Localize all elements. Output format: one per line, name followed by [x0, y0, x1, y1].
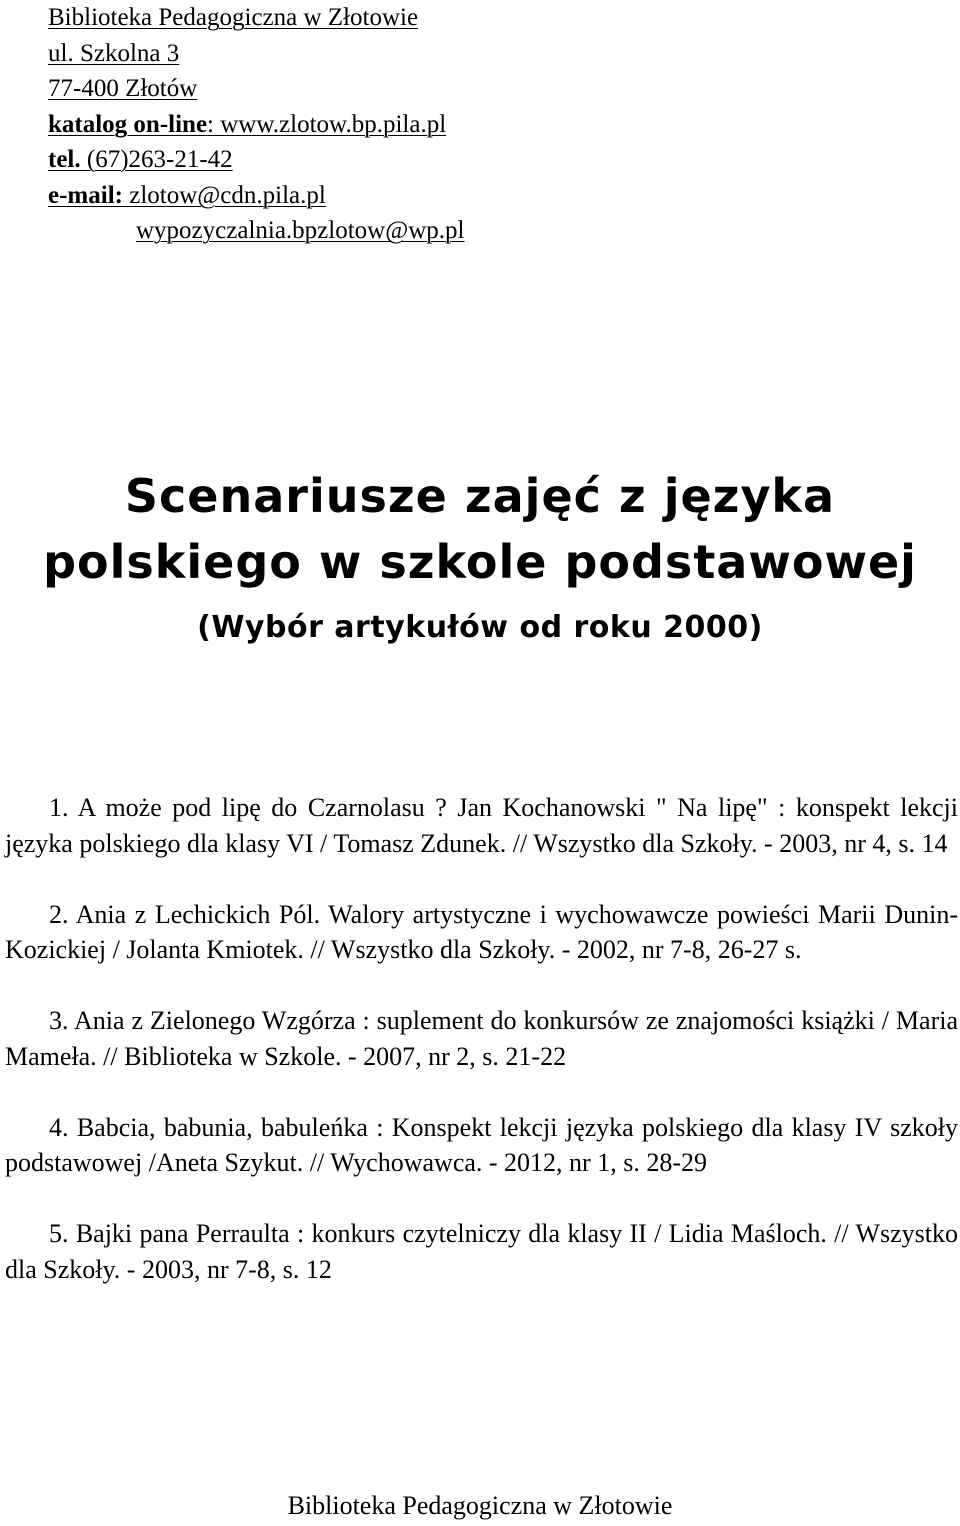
- entry-number: 5.: [49, 1219, 69, 1248]
- library-header: [48, 0, 465, 249]
- email-link-2[interactable]: wypozyczalnia.bpzlotow@wp.pl: [136, 217, 465, 244]
- catalog-link[interactable]: : www.zlotow.bp.pila.pl: [207, 110, 447, 138]
- entry-text: Ania z Zielonego Wzgórza : suplement do konkursów ze znajomości książki / Maria Mameła. // Biblioteka w Szkole. - 2007, nr 2, s. 21-22: [5, 1006, 958, 1071]
- page-footer: Biblioteka Pedagogiczna w Złotowie: [287, 1491, 673, 1520]
- document-title: [0, 466, 960, 652]
- entry-number: 4.: [49, 1112, 69, 1142]
- bibliography-entry: [5, 1003, 958, 1074]
- catalog-line: [48, 107, 465, 143]
- title-line-2: polskiego w szkole podstawowej: [43, 535, 917, 589]
- title-subtitle: (Wybór artykułów od roku 2000): [197, 610, 763, 645]
- bibliography-list: [5, 790, 958, 1323]
- entry-number: 2.: [49, 899, 69, 929]
- bibliography-entry: [5, 897, 958, 968]
- email-link[interactable]: zlotow@cdn.pila.pl: [122, 181, 326, 209]
- title-line-1: Scenariusze zajęć z języka: [124, 469, 836, 523]
- library-name: Biblioteka Pedagogiczna w Złotowie: [48, 4, 419, 31]
- entry-number: 1.: [49, 793, 69, 822]
- catalog-label: katalog on-line: [48, 110, 208, 138]
- bibliography-entry: [5, 1110, 958, 1181]
- entry-text: Babcia, babunia, babuleńka : Konspekt lekcji języka polskiego dla klasy IV szkoły podstawowej /Aneta Szykut. // Wychowawca. - 2012, nr 1, s. 28-29: [5, 1112, 958, 1177]
- entry-text: Ania z Lechickich Pól. Walory artystyczne i wychowawcze powieści Marii Dunin- Kozickiej / Jolanta Kmiotek. // Wszystko dla Szkoły. - 2002, nr 7-8, 26-27 s.: [5, 899, 958, 964]
- entry-text: A może pod lipę do Czarnolasu ? Jan Kochanowski " Na lipę" : konspekt lekcji języka polskiego dla klasy VI / Tomasz Zdunek. // Wszystko dla Szkoły. - 2003, nr 4, s. 14: [5, 793, 958, 858]
- phone-value: (67)263-21-42: [80, 146, 233, 173]
- library-city: 77-400 Złotów: [48, 75, 198, 102]
- entry-text: Bajki pana Perraulta : konkurs czytelniczy dla klasy II / Lidia Maśloch. // Wszystko dla Szkoły. - 2003, nr 7-8, s. 12: [5, 1219, 958, 1284]
- email-line: [48, 178, 465, 214]
- phone-line: [48, 142, 465, 178]
- email-label: e-mail:: [48, 181, 123, 209]
- entry-number: 3.: [49, 1006, 69, 1035]
- bibliography-entry: [5, 790, 958, 861]
- phone-label: tel.: [48, 146, 81, 173]
- library-street: ul. Szkolna 3: [48, 39, 180, 67]
- bibliography-entry: [5, 1216, 958, 1287]
